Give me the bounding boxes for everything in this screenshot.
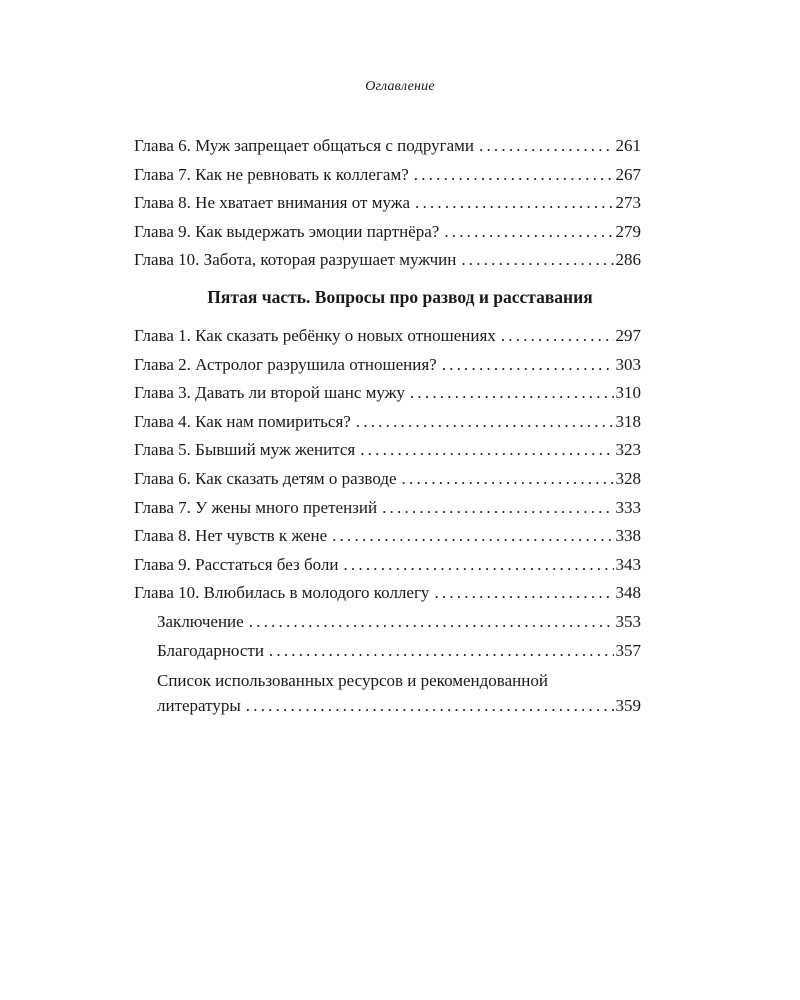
toc-entry-page: 348 [615, 583, 641, 603]
toc-entry-page: 310 [615, 383, 641, 403]
toc-entry-title: Глава 2. Астролог разрушила отношения? [134, 354, 437, 374]
toc-entry[interactable] [134, 551, 641, 580]
toc-entry-page: 318 [615, 411, 641, 431]
toc-entry-title-line2: литературы [157, 696, 241, 716]
dot-leader [479, 132, 613, 161]
toc-entry-conclusion[interactable] [134, 608, 641, 637]
toc-entry-title: Глава 3. Давать ли второй шанс мужу [134, 383, 405, 403]
dot-leader [444, 218, 613, 247]
dot-leader [246, 693, 614, 718]
toc-entry-title: Глава 6. Муж запрещает общаться с подругами [134, 136, 475, 155]
dot-leader [249, 608, 614, 637]
toc-entry-page: 338 [615, 526, 641, 546]
toc-entry-references[interactable] [134, 668, 641, 718]
toc-entry-title: Благодарности [157, 640, 264, 660]
toc-entry-title: Глава 7. Как не ревновать к коллегам? [134, 164, 409, 184]
toc-entry-title: Глава 8. Нет чувств к жене [134, 526, 328, 546]
toc-entry-acknowledgements[interactable] [134, 637, 641, 666]
dot-leader [360, 436, 613, 465]
toc-entry[interactable] [134, 246, 641, 275]
dot-leader [269, 637, 614, 666]
dot-leader [402, 465, 614, 494]
toc-entry[interactable] [134, 465, 641, 494]
toc-entry-title: Глава 8. Не хватает внимания от мужа [134, 193, 411, 213]
toc-entry-title: Глава 10. Забота, которая разрушает мужчин [134, 250, 457, 270]
toc-entry-title: Глава 5. Бывший муж женится [134, 440, 356, 460]
toc-entry[interactable] [134, 218, 641, 247]
toc-entry-line2 [157, 693, 641, 718]
toc-entry[interactable] [134, 579, 641, 608]
toc-entry-page: 343 [615, 554, 641, 574]
toc-entry-title: Глава 9. Как выдержать эмоции партнёра? [134, 221, 440, 241]
toc-entry-title: Глава 1. Как сказать ребёнку о новых отношениях [134, 326, 496, 345]
toc-entry-page: 357 [615, 640, 641, 660]
toc-entry-page: 303 [615, 354, 641, 374]
dot-leader [343, 551, 613, 580]
toc-entry-title: Глава 6. Как сказать детям о разводе [134, 468, 397, 488]
toc-entry-page: 353 [615, 611, 641, 631]
toc-entry[interactable] [134, 436, 641, 465]
dot-leader [410, 379, 614, 408]
toc-entry[interactable] [134, 494, 641, 523]
toc-entry-page: 267 [615, 164, 641, 184]
toc-entry-page: 261 [615, 136, 641, 155]
toc-entry-page: 279 [615, 221, 641, 241]
toc-entry-page: 286 [615, 250, 641, 270]
toc-entry-title: Заключение [157, 611, 244, 631]
dot-leader [382, 494, 613, 523]
toc-entry[interactable] [134, 379, 641, 408]
toc-entry-title: Глава 4. Как нам помириться? [134, 411, 351, 431]
toc-entry[interactable] [134, 351, 641, 380]
part-heading: Пятая часть. Вопросы про развод и расставания [207, 287, 593, 307]
toc-entry[interactable] [134, 161, 641, 190]
dot-leader [434, 579, 613, 608]
toc-entry[interactable] [134, 322, 641, 351]
dot-leader [442, 351, 614, 380]
toc-entry[interactable] [134, 408, 641, 437]
toc-entry-page: 273 [615, 193, 641, 213]
toc-entry-title: Глава 10. Влюбилась в молодого коллегу [134, 583, 430, 603]
toc-entry-title-line1: Список использованных ресурсов и рекомендованной [157, 671, 548, 691]
dot-leader [415, 189, 613, 218]
toc-section-part4 [134, 132, 641, 275]
toc-entry[interactable] [134, 132, 641, 161]
toc-entry-page: 328 [615, 468, 641, 488]
toc-entry[interactable] [134, 522, 641, 551]
toc-section-part5 [134, 322, 641, 718]
running-head: Оглавление [365, 79, 435, 94]
dot-leader [332, 522, 613, 551]
toc-entry-title: Глава 7. У жены много претензий [134, 497, 378, 517]
toc-entry[interactable] [134, 189, 641, 218]
toc-entry-page: 359 [615, 696, 641, 716]
dot-leader [501, 322, 614, 351]
dot-leader [461, 246, 613, 275]
dot-leader [414, 161, 614, 190]
toc-entry-page: 333 [615, 497, 641, 517]
toc-entry-page: 297 [615, 326, 641, 345]
toc-entry-page: 323 [615, 440, 641, 460]
toc-entry-title: Глава 9. Расстаться без боли [134, 554, 339, 574]
dot-leader [356, 408, 614, 437]
